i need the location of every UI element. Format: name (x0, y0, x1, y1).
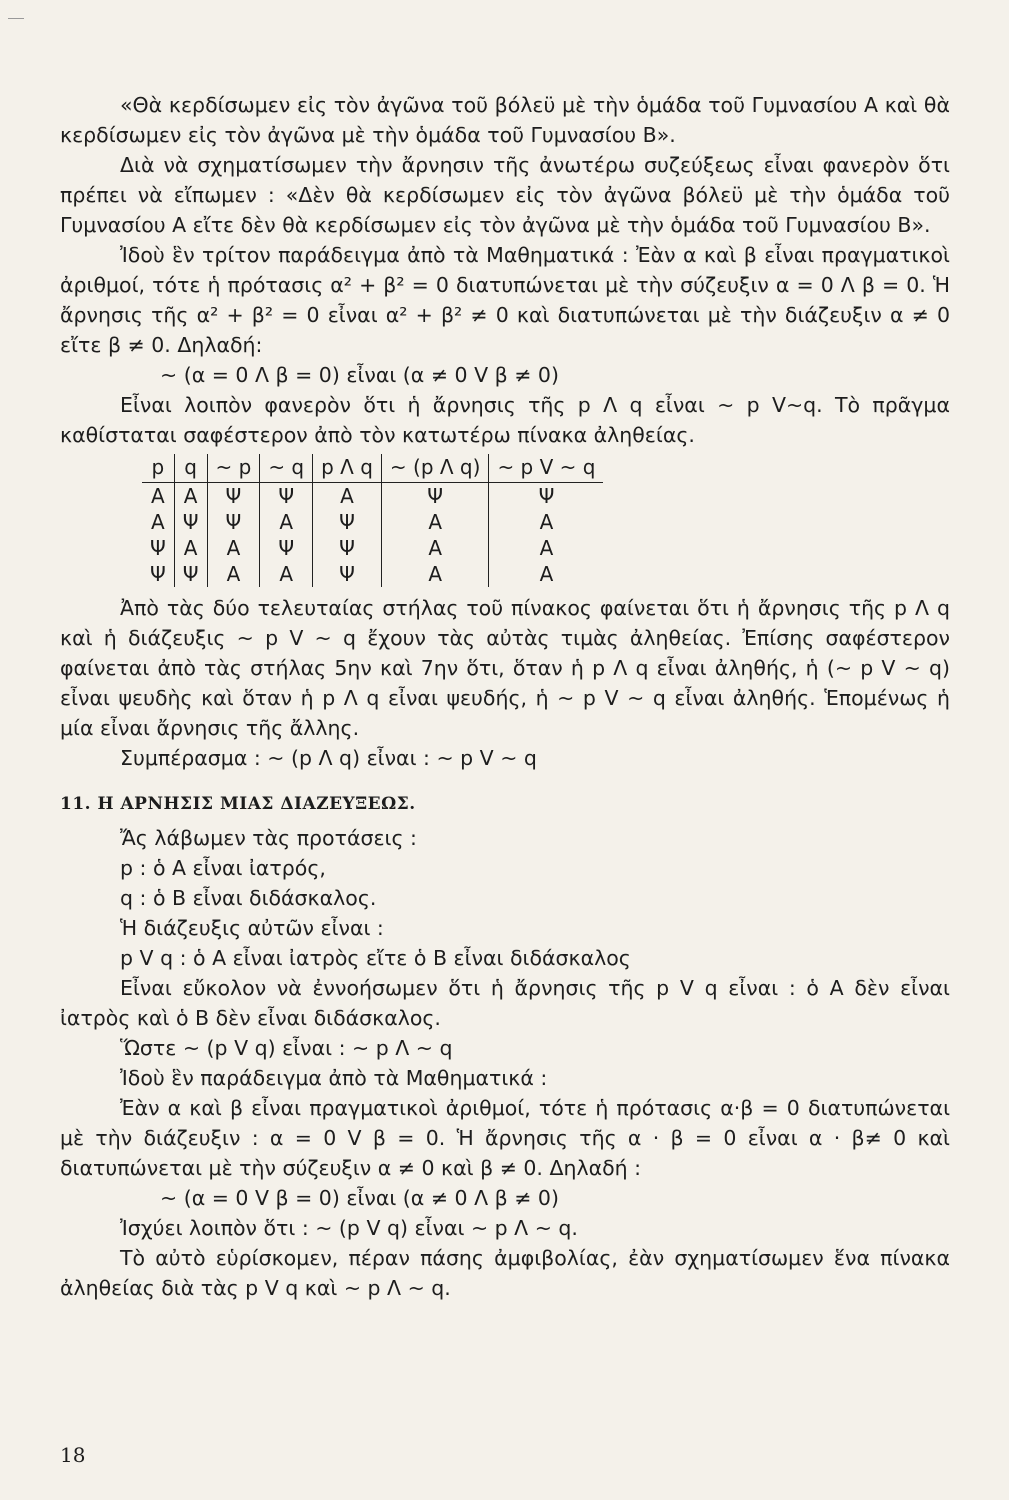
truth-table-cell: Ψ (313, 535, 382, 561)
truth-table-cell: Ψ (150, 562, 166, 586)
truth-table-cell: Α (174, 535, 207, 561)
truth-table-cell: Ψ (381, 483, 489, 510)
paragraph-1: «Θὰ κερδίσωμεν εἰς τὸν ἀγῶνα τοῦ βόλεϋ μὲ τὴν ὁμάδα τοῦ Γυμνασίου Α καὶ θὰ κερδίσωμεν εἰς τὸν ἀγῶνα μὲ τὴν ὁμάδα τοῦ Γυμνασίου Β». (60, 93, 950, 147)
truth-table-cell: Ψ (150, 536, 166, 560)
page-number: 18 (60, 1443, 86, 1467)
paragraph-8: Εἶναι εὔκολον νὰ ἐννοήσωμεν ὅτι ἡ ἄρνησις τῆς p V q εἶναι : ὁ Α δὲν εἶναι ἰατρὸς καὶ ὁ Β δὲν εἶναι διδάσκαλος. (60, 976, 950, 1030)
truth-table-row (142, 483, 603, 510)
truth-table-cell: Ψ (260, 483, 313, 510)
truth-table-cell: Ψ (174, 509, 207, 535)
conclusion-formula: Συμπέρασμα : ~ (p Λ q) εἶναι : ~ p V ~ q (120, 746, 537, 770)
formula-7: ~ (α = 0 V β = 0) εἶναι (α ≠ 0 Λ β ≠ 0) (160, 1186, 559, 1210)
truth-table-header: q (174, 454, 207, 483)
truth-table-header: ~ p (207, 454, 260, 483)
paragraph-7: Ἡ διάζευξις αὐτῶν εἶναι : (120, 916, 384, 940)
paragraph-6: Ἄς λάβωμεν τὰς προτάσεις : (120, 826, 417, 850)
truth-table-cell: Ψ (313, 561, 382, 587)
paragraph-2: Διὰ νὰ σχηματίσωμεν τὴν ἄρνησιν τῆς ἀνωτέρω συζεύξεως εἶναι φανερὸν ὅτι πρέπει νὰ εἴπωμεν : «Δὲν θὰ κερδίσωμεν εἰς τὸν ἀγῶνα βόλεϋ μὲ τὴν ὁμάδα τοῦ Γυμνασίου Α εἴτε δὲν θὰ κερδίσωμεν εἰς τὸν ἀγῶνα μὲ τὴν ὁμάδα τοῦ Γυμνασίου Β». (60, 153, 950, 237)
proposition-p: p : ὁ Α εἶναι ἰατρός, (120, 856, 326, 880)
truth-table-cell: Α (489, 509, 604, 535)
formula-6: Ὥστε ~ (p V q) εἶναι : ~ p Λ ~ q (120, 1036, 453, 1060)
margin-mark (8, 18, 24, 19)
paragraph-11: Ἰσχύει λοιπὸν ὅτι : ~ (p V q) εἶναι ~ p Λ ~ q. (120, 1216, 578, 1240)
truth-table-cell: Α (489, 535, 604, 561)
truth-table-cell: Α (260, 509, 313, 535)
disjunction-formula: p V q : ὁ Α εἶναι ἰατρὸς εἴτε ὁ Β εἶναι διδάσκαλος (120, 946, 631, 970)
truth-table (142, 454, 603, 587)
truth-table-cell: Α (207, 561, 260, 587)
truth-table-header: p Λ q (313, 454, 382, 483)
paragraph-9: Ἰδοὺ ἓν παράδειγμα ἀπὸ τὰ Μαθηματικά : (120, 1066, 548, 1090)
page-body (60, 90, 950, 1303)
paragraph-12: Τὸ αὐτὸ εὑρίσκομεν, πέραν πάσης ἀμφιβολίας, ἐὰν σχηματίσωμεν ἕνα πίνακα ἀληθείας διὰ τὰς p V q καὶ ~ p Λ ~ q. (60, 1246, 950, 1300)
paragraph-4: Εἶναι λοιπὸν φανερὸν ὅτι ἡ ἄρνησις τῆς p Λ q εἶναι ~ p V~q. Τὸ πρᾶγμα καθίσταται σαφέστερον ἀπὸ τὸν κατωτέρω πίνακα ἀληθείας. (60, 393, 950, 447)
truth-table-cell: Α (381, 509, 489, 535)
paragraph-5: Ἀπὸ τὰς δύο τελευταίας στήλας τοῦ πίνακος φαίνεται ὅτι ἡ ἄρνησις τῆς p Λ q καὶ ἡ διάζευξις ~ p V ~ q ἔχουν τὰς αὐτὰς τιμὰς ἀληθείας. Ἐπίσης σαφέστερον φαίνεται ἀπὸ τὰς στήλας 5ην καὶ 7ην ὅτι, ὅταν ἡ p Λ q εἶναι ἀληθής, ἡ (~ p V ~ q) εἶναι ψευδὴς καὶ ὅταν ἡ p Λ q εἶναι ψευδής, ἡ ~ p V ~ q εἶναι ἀληθής. Ἑπομένως ἡ μία εἶναι ἄρνησις τῆς ἄλλης. (60, 596, 950, 740)
formula-1: ~ (α = 0 Λ β = 0) εἶναι (α ≠ 0 V β ≠ 0) (160, 363, 559, 387)
truth-table-cell: Α (207, 535, 260, 561)
truth-table-row (142, 561, 603, 587)
proposition-q: q : ὁ Β εἶναι διδάσκαλος. (120, 886, 377, 910)
truth-table-cell: Α (313, 483, 382, 510)
truth-table-cell: Α (151, 510, 165, 534)
truth-table-header-row (142, 454, 603, 483)
truth-table-cell: Α (151, 484, 165, 508)
truth-table-cell: Ψ (207, 509, 260, 535)
truth-table-cell: Ψ (174, 561, 207, 587)
truth-table-cell: Α (381, 535, 489, 561)
truth-table-row (142, 509, 603, 535)
truth-table-header: ~ (p Λ q) (381, 454, 489, 483)
truth-table-header: ~ p V ~ q (489, 454, 604, 483)
truth-table-cell: Α (489, 561, 604, 587)
truth-table-cell: Ψ (260, 535, 313, 561)
truth-table-cell: Ψ (489, 483, 604, 510)
truth-table-header: ~ q (260, 454, 313, 483)
paragraph-10: Ἐὰν α καὶ β εἶναι πραγματικοὶ ἀριθμοί, τότε ἡ πρότασις α·β = 0 διατυπώνεται μὲ τὴν διάζευξιν : α = 0 V β = 0. Ἡ ἄρνησις τῆς α · β = 0 εἶναι α · β≠ 0 καὶ διατυπώνεται μὲ τὴν σύζευξιν α ≠ 0 καὶ β ≠ 0. Δηλαδή : (60, 1096, 950, 1180)
truth-table-cell: Ψ (207, 483, 260, 510)
truth-table-header: p (142, 454, 174, 483)
truth-table-cell: Α (260, 561, 313, 587)
section-heading: 11. Η ΑΡΝΗΣΙΣ ΜΙΑΣ ΔΙΑΖΕΥΞΕΩΣ. (60, 794, 416, 814)
truth-table-row (142, 535, 603, 561)
truth-table-cell: Ψ (313, 509, 382, 535)
paragraph-3: Ἰδοὺ ἓν τρίτον παράδειγμα ἀπὸ τὰ Μαθηματικά : Ἐὰν α καὶ β εἶναι πραγματικοὶ ἀριθμοί, τότε ἡ πρότασις α² + β² = 0 διατυπώνεται μὲ τὴν σύζευξιν α = 0 Λ β = 0. Ἡ ἄρνησις τῆς α² + β² = 0 εἶναι α² + β² ≠ 0 καὶ διατυπώνεται μὲ τὴν διάζευξιν α ≠ 0 εἴτε β ≠ 0. Δηλαδή: (60, 243, 950, 357)
truth-table-cell: Α (174, 483, 207, 510)
truth-table-cell: Α (381, 561, 489, 587)
